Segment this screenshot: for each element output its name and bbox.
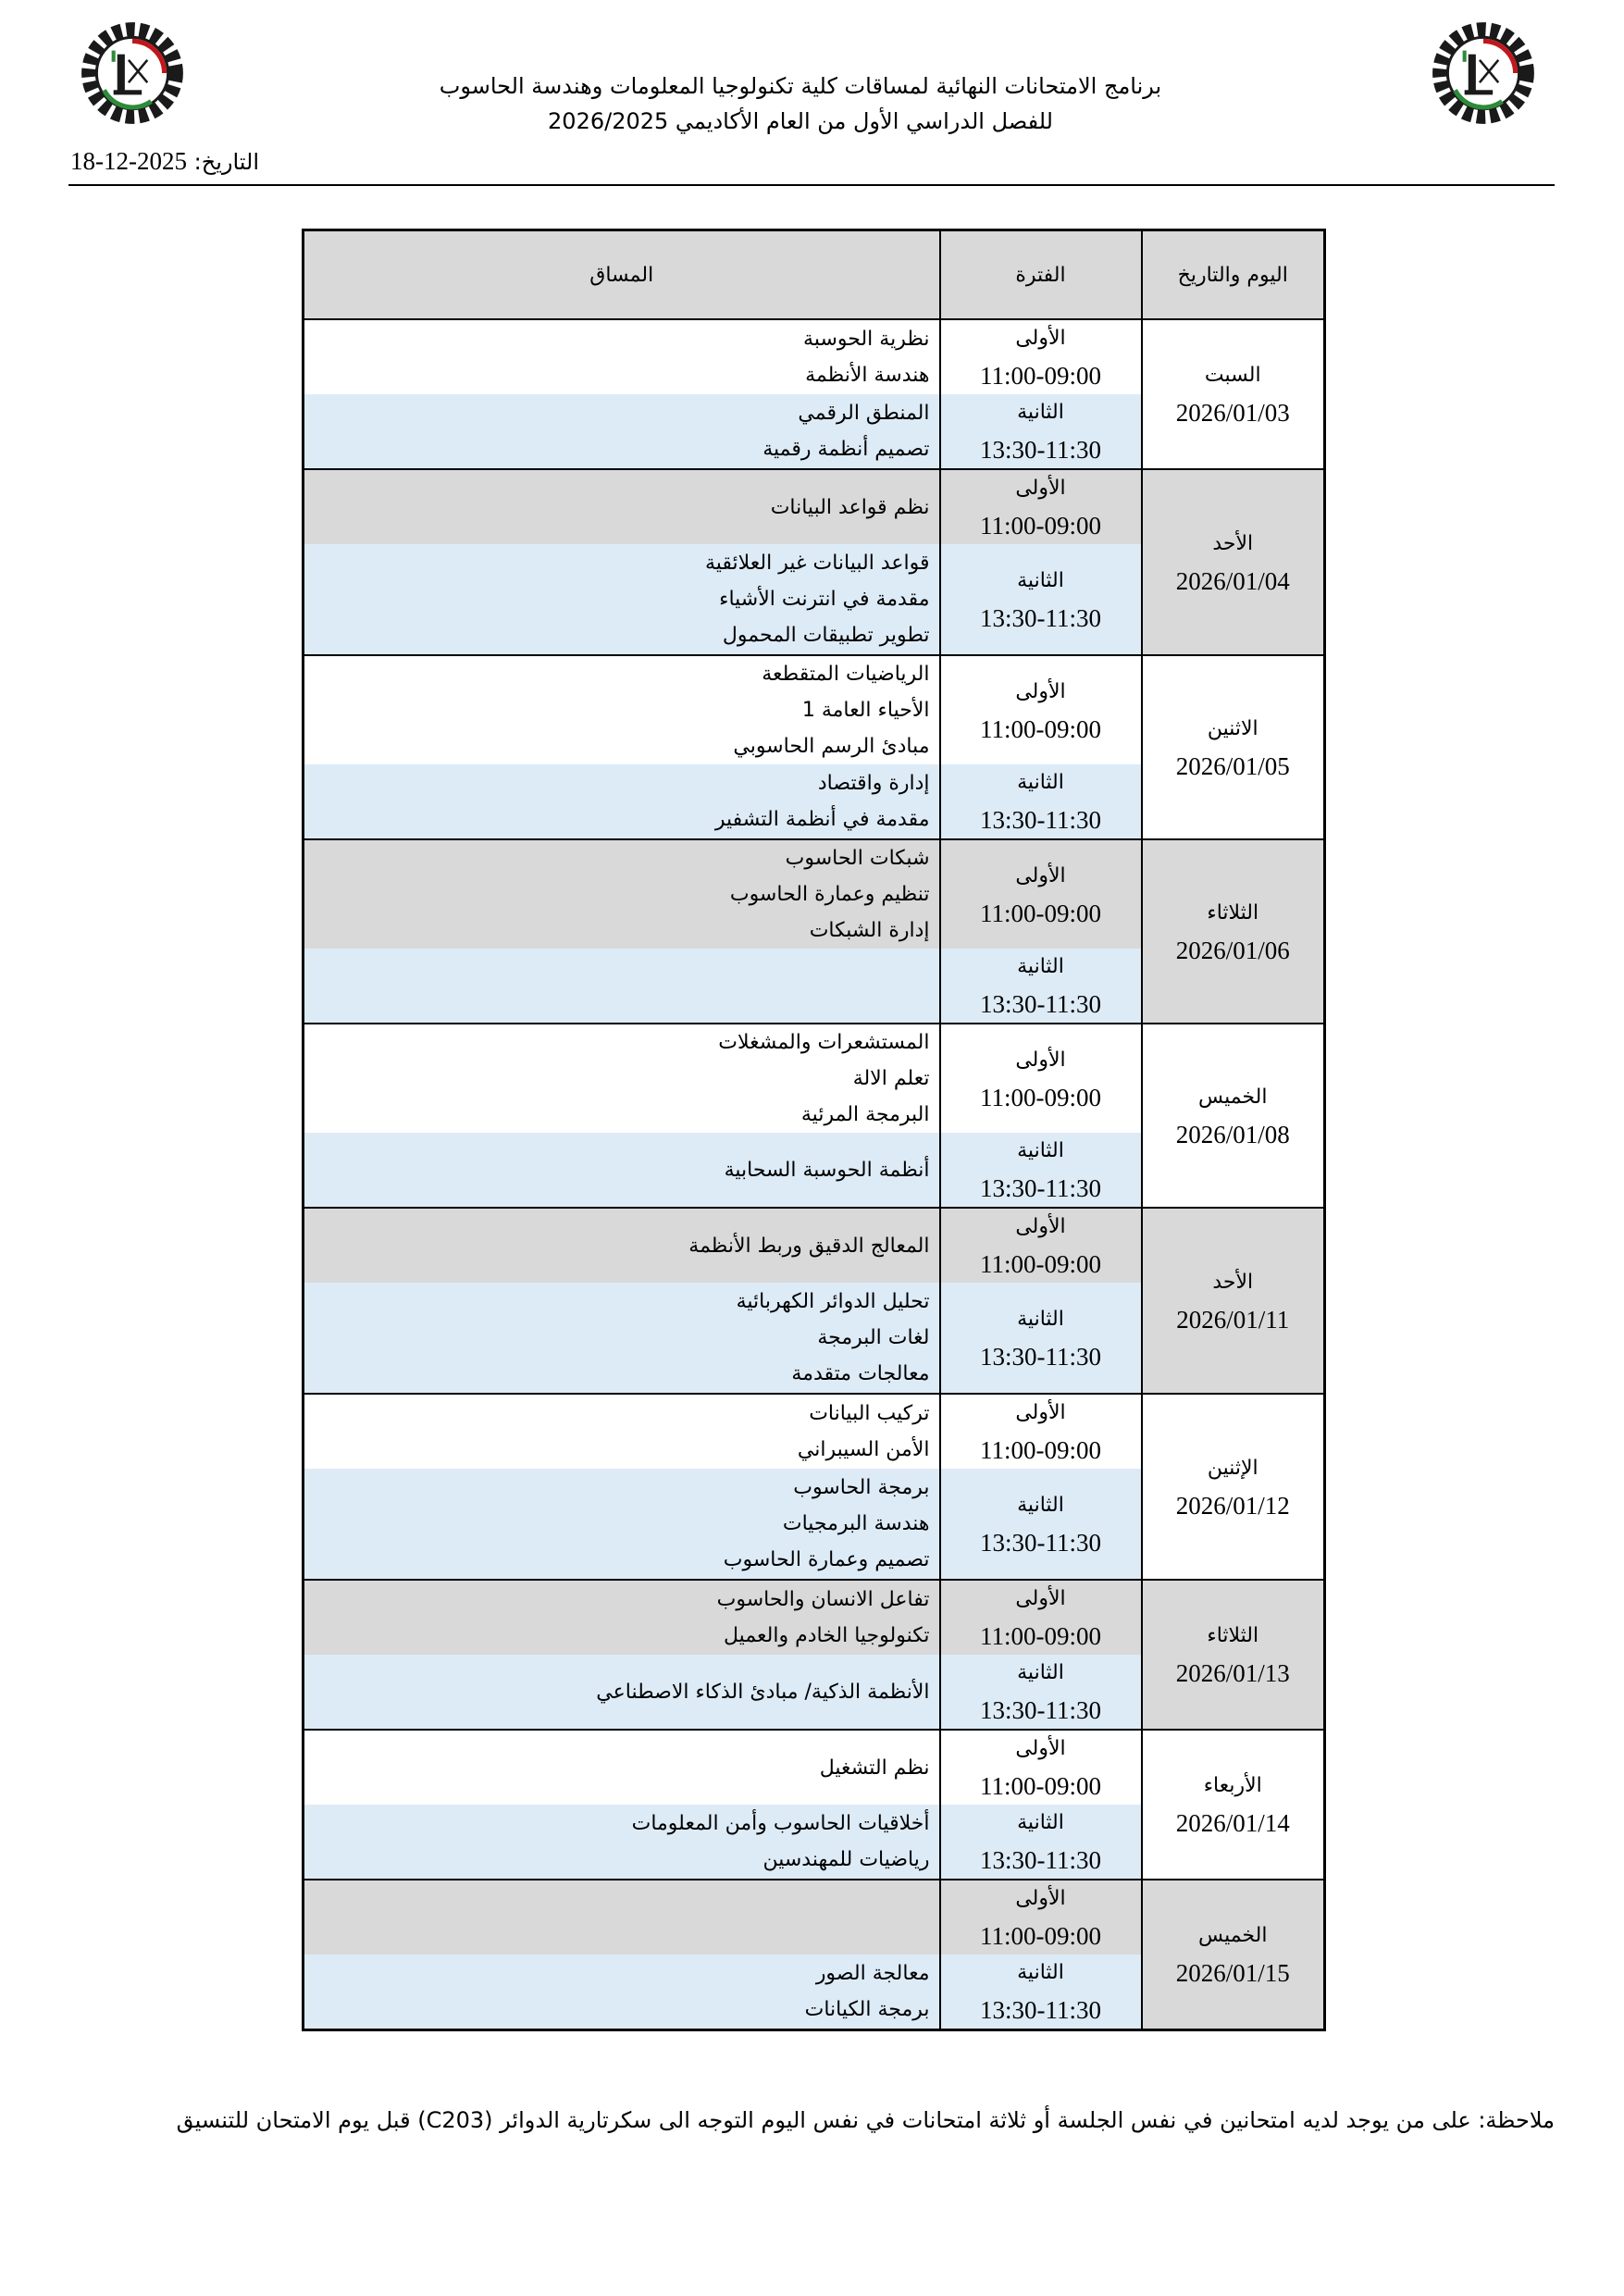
courses-cell — [304, 544, 940, 655]
period-time: 13:30-11:30 — [980, 1996, 1101, 2024]
period-name: الأولى — [1015, 679, 1066, 703]
period-time: 13:30-11:30 — [980, 1696, 1101, 1724]
courses-cell — [304, 1880, 940, 1955]
day-date: 2026/01/15 — [1175, 1959, 1290, 1987]
courses-cell — [304, 655, 940, 764]
day-cell — [1142, 1024, 1325, 1208]
course-name: تركيب البيانات — [809, 1402, 930, 1425]
course-name: نظم التشغيل — [819, 1756, 930, 1780]
date-value: 2025-12-18 — [70, 147, 187, 175]
period-time: 11:00-09:00 — [980, 1622, 1101, 1650]
header-period: الفترة — [940, 230, 1142, 320]
course-name: الأحياء العامة 1 — [801, 699, 930, 722]
period-cell — [940, 1024, 1142, 1133]
table-row — [304, 319, 1325, 394]
day-name: الخميس — [1198, 1085, 1268, 1109]
period-name: الثانية — [1017, 1493, 1064, 1517]
courses-cell — [304, 1469, 940, 1580]
course-name: المعالج الدقيق وربط الأنظمة — [688, 1234, 930, 1258]
course-name: الأمن السيبراني — [797, 1438, 930, 1461]
course-name: نظم قواعد البيانات — [770, 495, 930, 519]
day-date: 2026/01/14 — [1175, 1809, 1290, 1837]
university-logo-icon — [1427, 17, 1540, 130]
day-name: الثلاثاء — [1207, 1624, 1259, 1647]
courses-cell — [304, 1655, 940, 1730]
period-cell — [940, 1208, 1142, 1283]
header-day: اليوم والتاريخ — [1142, 230, 1325, 320]
period-name: الثانية — [1017, 1139, 1064, 1162]
title-line-1: برنامج الامتحانات النهائية لمساقات كلية تكنولوجيا المعلومات وهندسة الحاسوب — [439, 73, 1162, 99]
period-cell — [940, 1394, 1142, 1469]
period-name: الثانية — [1017, 1661, 1064, 1684]
day-date: 2026/01/12 — [1175, 1491, 1290, 1520]
header-divider — [68, 184, 1555, 186]
period-cell — [940, 1730, 1142, 1805]
period-time: 13:30-11:30 — [980, 1342, 1101, 1371]
course-name: تحليل الدوائر الكهربائية — [736, 1290, 930, 1313]
period-cell — [940, 544, 1142, 655]
course-name: أنظمة الحوسبة السحابية — [724, 1158, 930, 1182]
course-name: أخلاقيات الحاسوب وأمن المعلومات — [631, 1812, 930, 1835]
period-name: الثانية — [1017, 1811, 1064, 1834]
period-time: 13:30-11:30 — [980, 806, 1101, 834]
day-name: الإثنين — [1207, 1456, 1258, 1480]
footer-note: ملاحظة: على من يوجد لديه امتحانين في نفس الجلسة أو ثلاثة امتحانات في نفس اليوم التوجه الى سكرتارية الدوائر (C203) قبل يوم الامتحان للتنسيق — [176, 2107, 1555, 2133]
day-cell — [1142, 1208, 1325, 1394]
course-name: نظرية الحوسبة — [803, 328, 930, 351]
table-row — [304, 655, 1325, 764]
courses-cell — [304, 839, 940, 949]
period-cell — [940, 1955, 1142, 2030]
period-cell — [940, 949, 1142, 1024]
period-name: الأولى — [1015, 863, 1066, 887]
day-cell — [1142, 655, 1325, 839]
course-name: مبادئ الرسم الحاسوبي — [733, 735, 930, 758]
day-name: الثلاثاء — [1207, 900, 1259, 925]
day-name: الأربعاء — [1203, 1774, 1262, 1797]
document-date — [70, 146, 259, 177]
period-cell — [940, 1880, 1142, 1955]
table-row — [304, 1880, 1325, 1955]
day-name: الخميس — [1198, 1924, 1268, 1947]
courses-cell — [304, 949, 940, 1024]
course-name: هندسة البرمجيات — [782, 1512, 930, 1535]
course-name: تنظيم وعمارة الحاسوب — [729, 883, 930, 906]
day-cell — [1142, 839, 1325, 1024]
day-cell — [1142, 469, 1325, 655]
period-name: الثانية — [1017, 955, 1064, 978]
table-row — [304, 469, 1325, 544]
table-row — [304, 839, 1325, 949]
period-name: الأولى — [1015, 1737, 1066, 1760]
courses-cell — [304, 1024, 940, 1133]
course-name: المنطق الرقمي — [798, 402, 930, 425]
table-body — [304, 319, 1325, 2030]
course-name: تفاعل الانسان والحاسوب — [716, 1588, 930, 1611]
period-name: الثانية — [1017, 1307, 1064, 1331]
period-time: 11:00-09:00 — [980, 512, 1101, 540]
courses-cell — [304, 394, 940, 469]
course-name: تعلم الالة — [852, 1067, 930, 1090]
header-courses: المساق — [304, 230, 940, 320]
courses-cell — [304, 1955, 940, 2030]
period-name: الأولى — [1015, 1048, 1066, 1072]
period-cell — [940, 1283, 1142, 1394]
period-name: الأولى — [1015, 1401, 1066, 1424]
day-name: السبت — [1204, 364, 1261, 387]
course-name: المستشعرات والمشغلات — [718, 1031, 930, 1054]
course-name: تكنولوجيا الخادم والعميل — [724, 1624, 930, 1647]
page-title — [352, 68, 1249, 139]
courses-cell — [304, 1133, 940, 1208]
period-time: 13:30-11:30 — [980, 990, 1101, 1018]
period-cell — [940, 1805, 1142, 1880]
period-cell — [940, 1655, 1142, 1730]
courses-cell — [304, 1208, 940, 1283]
course-name: لغات البرمجة — [817, 1326, 930, 1349]
period-cell — [940, 394, 1142, 469]
course-name: قواعد البيانات غير العلائقية — [704, 552, 930, 575]
table-row — [304, 1024, 1325, 1133]
period-name: الأولى — [1015, 327, 1066, 350]
exam-schedule-table — [302, 229, 1326, 2031]
period-name: الثانية — [1017, 568, 1064, 592]
day-cell — [1142, 1730, 1325, 1880]
course-name: البرمجة المرئية — [800, 1103, 930, 1126]
period-time: 13:30-11:30 — [980, 1174, 1101, 1202]
day-name: الاثنين — [1207, 716, 1258, 740]
courses-cell — [304, 1730, 940, 1805]
day-cell — [1142, 1880, 1325, 2030]
period-time: 11:00-09:00 — [980, 1922, 1101, 1950]
period-cell — [940, 764, 1142, 839]
day-name: الأحد — [1212, 1270, 1254, 1294]
title-line-2: للفصل الدراسي الأول من العام الأكاديمي 2026/2025 — [548, 108, 1053, 134]
period-name: الأولى — [1015, 477, 1066, 500]
period-name: الأولى — [1015, 1215, 1066, 1238]
course-name: تطوير تطبيقات المحمول — [722, 624, 930, 647]
course-name: الأنظمة الذكية/ مبادئ الذكاء الاصطناعي — [596, 1680, 930, 1704]
period-cell — [940, 839, 1142, 949]
courses-cell — [304, 1805, 940, 1880]
period-time: 11:00-09:00 — [980, 714, 1101, 743]
period-cell — [940, 1133, 1142, 1208]
day-date: 2026/01/13 — [1175, 1659, 1290, 1687]
courses-cell — [304, 1283, 940, 1394]
period-time: 13:30-11:30 — [980, 1846, 1101, 1874]
day-date: 2026/01/11 — [1176, 1305, 1290, 1334]
day-cell — [1142, 1394, 1325, 1580]
period-time: 11:00-09:00 — [980, 899, 1101, 927]
period-cell — [940, 469, 1142, 544]
course-name: شبكات الحاسوب — [785, 847, 930, 870]
period-cell — [940, 655, 1142, 764]
day-date: 2026/01/06 — [1175, 936, 1290, 964]
course-name: الرياضيات المتقطعة — [762, 663, 930, 686]
table-row — [304, 1208, 1325, 1283]
day-date: 2026/01/05 — [1175, 751, 1290, 780]
period-time: 13:30-11:30 — [980, 603, 1101, 632]
course-name: رياضيات للمهندسين — [762, 1848, 930, 1871]
courses-cell — [304, 469, 940, 544]
course-name: معالجة الصور — [815, 1962, 930, 1985]
period-time: 11:00-09:00 — [980, 1436, 1101, 1464]
courses-cell — [304, 1394, 940, 1469]
course-name: برمجة الحاسوب — [793, 1476, 930, 1499]
date-label: التاريخ: — [193, 149, 260, 175]
period-name: الثانية — [1017, 1961, 1064, 1984]
period-time: 11:00-09:00 — [980, 1250, 1101, 1278]
university-logo-icon — [76, 17, 189, 130]
table-row — [304, 1730, 1325, 1805]
period-cell — [940, 319, 1142, 394]
day-name: الأحد — [1212, 531, 1254, 555]
day-cell — [1142, 319, 1325, 469]
course-name: معالجات متقدمة — [791, 1362, 930, 1385]
period-cell — [940, 1469, 1142, 1580]
period-name: الثانية — [1017, 401, 1064, 424]
period-time: 11:00-09:00 — [980, 1772, 1101, 1800]
period-time: 11:00-09:00 — [980, 362, 1101, 390]
course-name: مقدمة في أنظمة التشفير — [714, 808, 930, 831]
courses-cell — [304, 1580, 940, 1655]
period-name: الأولى — [1015, 1887, 1066, 1910]
period-time: 13:30-11:30 — [980, 1528, 1101, 1557]
day-date: 2026/01/03 — [1175, 399, 1290, 427]
day-cell — [1142, 1580, 1325, 1730]
day-date: 2026/01/08 — [1175, 1120, 1290, 1148]
period-time: 11:00-09:00 — [980, 1083, 1101, 1111]
table-header-row — [304, 230, 1325, 320]
courses-cell — [304, 764, 940, 839]
table-row — [304, 1580, 1325, 1655]
period-name: الأولى — [1015, 1587, 1066, 1610]
course-name: هندسة الأنظمة — [805, 364, 930, 387]
period-name: الثانية — [1017, 771, 1064, 794]
course-name: إدارة الشبكات — [809, 919, 930, 942]
courses-cell — [304, 319, 940, 394]
table-row — [304, 1394, 1325, 1469]
course-name: تصميم أنظمة رقمية — [762, 438, 930, 461]
course-name: برمجة الكيانات — [804, 1998, 930, 2021]
period-time: 13:30-11:30 — [980, 436, 1101, 464]
course-name: تصميم وعمارة الحاسوب — [723, 1548, 930, 1571]
course-name: مقدمة في انترنت الأشياء — [719, 588, 930, 611]
course-name: إدارة واقتصاد — [817, 772, 930, 795]
period-cell — [940, 1580, 1142, 1655]
day-date: 2026/01/04 — [1175, 566, 1290, 595]
